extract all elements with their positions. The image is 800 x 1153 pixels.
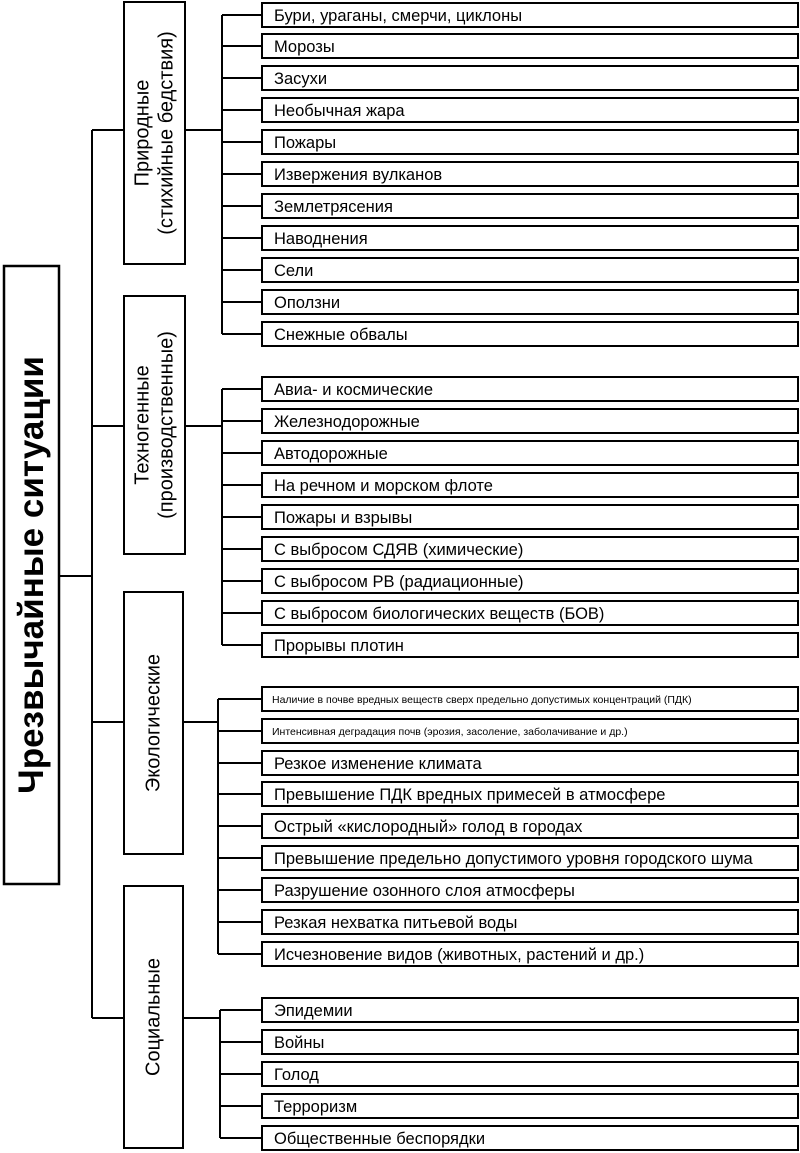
category-label-line: Техногенные: [131, 365, 154, 485]
item-label: Исчезновение видов (животных, растений и др.): [274, 946, 645, 964]
item-label: С выбросом СДЯВ (химические): [274, 541, 524, 559]
item-label: Терроризм: [274, 1098, 358, 1116]
item-box: [220, 1126, 798, 1150]
item-label: Автодорожные: [274, 445, 388, 463]
category-label-ecological: [143, 654, 165, 792]
item-label: Пожары и взрывы: [274, 509, 413, 527]
item-box: [222, 226, 798, 250]
item-label: Голод: [274, 1066, 319, 1084]
item-box: [220, 1030, 798, 1054]
item-box: [222, 194, 798, 218]
item-box: [222, 505, 798, 529]
category-natural: [92, 2, 798, 346]
item-box: [222, 3, 798, 27]
item-box: [218, 846, 798, 870]
item-label: Прорывы плотин: [274, 637, 404, 655]
item-box: [222, 34, 798, 58]
category-label-line: (стихийные бедствия): [155, 31, 178, 235]
item-label: Пожары: [274, 134, 337, 152]
item-box: [218, 814, 798, 838]
item-box: [218, 878, 798, 902]
item-label: С выбросом биологических веществ (БОВ): [274, 605, 605, 623]
item-label: Общественные беспорядки: [274, 1130, 486, 1148]
item-box: [222, 322, 798, 346]
item-box: [222, 162, 798, 186]
category-label-social: [143, 958, 165, 1076]
item-label: Эпидемии: [274, 1002, 353, 1020]
item-label: Превышение ПДК вредных примесей в атмосфере: [274, 786, 666, 804]
item-label: Наличие в почве вредных веществ сверх предельно допустимых концентраций (ПДК): [272, 694, 692, 706]
item-box: [222, 537, 798, 561]
item-label: На речном и морском флоте: [274, 477, 493, 495]
item-box: [222, 409, 798, 433]
item-box: [218, 910, 798, 934]
root-title: Чрезвычайные ситуации: [12, 356, 51, 794]
item-box: [222, 130, 798, 154]
category-technogenic: [92, 296, 798, 657]
item-label: Оползни: [274, 294, 341, 312]
item-label: Резкое изменение климата: [274, 755, 482, 773]
item-label: Засухи: [274, 70, 328, 88]
item-box: [222, 66, 798, 90]
item-label: Войны: [274, 1034, 325, 1052]
item-box: [222, 601, 798, 625]
item-label: Извержения вулканов: [274, 166, 443, 184]
category-label-line: (производственные): [155, 331, 178, 519]
item-label: Бури, ураганы, смерчи, циклоны: [274, 7, 523, 25]
item-box: [222, 569, 798, 593]
item-box: [218, 942, 798, 966]
item-label: Острый «кислородный» голод в городах: [274, 818, 583, 836]
item-box: [218, 782, 798, 806]
item-label: Интенсивная деградация почв (эрозия, засоление, заболачивание и др.): [272, 726, 628, 738]
item-box: [222, 473, 798, 497]
item-box: [222, 633, 798, 657]
item-box: [222, 98, 798, 122]
item-label: С выбросом РВ (радиационные): [274, 573, 524, 591]
root-box: [4, 266, 59, 884]
item-label: Сели: [274, 262, 314, 280]
item-label: Авиа- и космические: [274, 381, 434, 399]
item-box: [222, 441, 798, 465]
category-label-line: Социальные: [142, 958, 165, 1076]
item-label: Снежные обвалы: [274, 326, 408, 344]
item-box: [218, 719, 798, 743]
item-box: [220, 1062, 798, 1086]
item-label: Морозы: [274, 38, 335, 56]
item-label: Резкая нехватка питьевой воды: [274, 914, 518, 932]
item-label: Разрушение озонного слоя атмосферы: [274, 882, 575, 900]
item-box: [218, 687, 798, 711]
item-box: [222, 290, 798, 314]
category-label-line: Природные: [131, 79, 154, 187]
item-label: Превышение предельно допустимого уровня городского шума: [274, 850, 753, 868]
item-box: [222, 377, 798, 401]
item-box: [222, 258, 798, 282]
category-label-line: Экологические: [142, 653, 165, 793]
item-box: [220, 998, 798, 1022]
item-label: Наводнения: [274, 230, 368, 248]
item-box: [220, 1094, 798, 1118]
item-label: Железнодорожные: [274, 413, 420, 431]
item-label: Необычная жара: [274, 102, 405, 120]
item-box: [218, 751, 798, 775]
item-label: Землетрясения: [274, 198, 393, 216]
